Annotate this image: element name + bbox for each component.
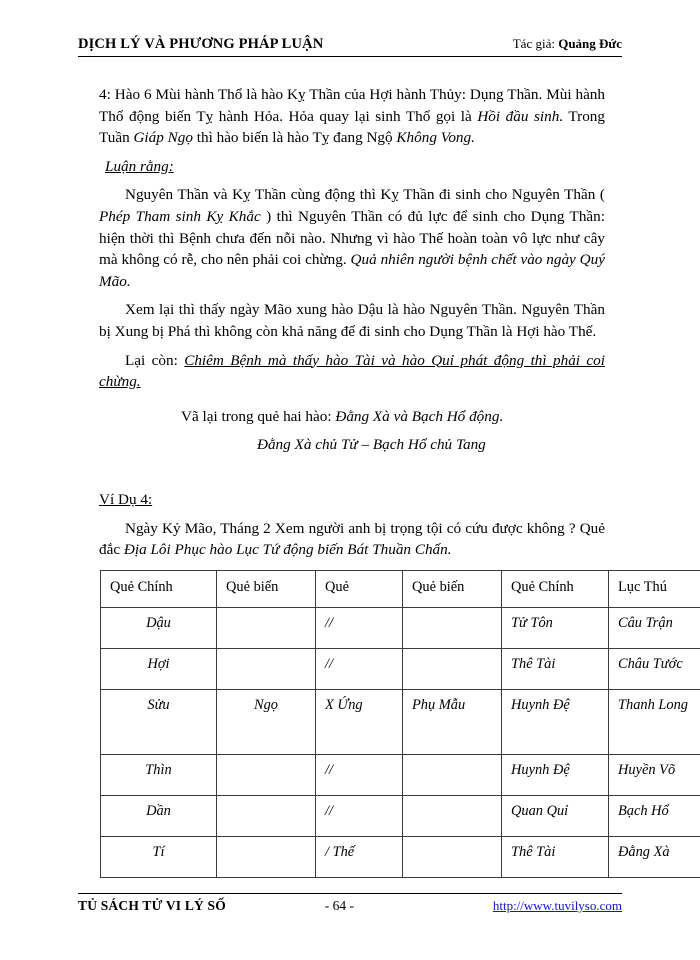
spacer [99, 343, 605, 350]
para4-run1: Lại còn: [125, 351, 185, 369]
cell-luc-thu: Châu Tước [609, 649, 700, 690]
cell-que-bien-1 [217, 649, 316, 690]
table-row [101, 837, 700, 878]
spacer [99, 427, 605, 434]
line-dang-xa-chu-tu: Đằng Xà chủ Tử – Bạch Hổ chủ Tang [257, 436, 486, 454]
line-va-lai [99, 406, 605, 428]
cell-que: // [316, 649, 403, 690]
cell-que: / Thế [316, 837, 403, 878]
paragraph-5 [99, 518, 605, 561]
cell-que: // [316, 755, 403, 796]
va-lai-run2: Đằng Xà và Bạch Hổ động. [335, 407, 504, 425]
para1-run5: thì hào biến là hào Tỵ đang Ngộ [192, 129, 397, 147]
para1-run4: Giáp Ngọ [133, 129, 193, 147]
header-title: DỊCH LÝ VÀ PHƯƠNG PHÁP LUẬN [78, 36, 324, 52]
spacer [99, 149, 605, 156]
cell-que: // [316, 796, 403, 837]
cell-que: // [316, 608, 403, 649]
footer-publisher: TỦ SÁCH TỬ VI LÝ SỐ [78, 898, 226, 913]
cell-luc-thu: Câu Trận [609, 608, 700, 649]
que-table [100, 570, 700, 878]
table-row [101, 755, 700, 796]
table-header-que-chinh-2: Quẻ Chính [502, 571, 609, 608]
para2-run3: ) thì Nguyên Thần có đủ lực để sinh cho Dụng Thần: hiện thời thì Bệnh chưa đến nỗi nào. Nhưng vì hào Thế hoàn toàn vô lực như cây mà không có rễ, cho nên phải coi chừng. [99, 207, 605, 269]
cell-que-chinh-2: Tử Tôn [502, 608, 609, 649]
para5-run1: Ngày Kỷ Mão, Tháng 2 Xem người anh bị trọng tội có cứu được không ? Quẻ đắc [99, 519, 605, 559]
table-row [101, 649, 700, 690]
subheading-vi-du-wrap [99, 489, 605, 511]
cell-que-chinh-1: Dậu [101, 608, 217, 649]
cell-que: X Ứng [316, 690, 403, 755]
header-author [513, 36, 622, 52]
subheading-luan-rang-wrap [99, 156, 605, 178]
table-row [101, 608, 700, 649]
paragraph-1 [99, 84, 605, 149]
para1-run1: 4: Hào 6 Mùi hành Thổ là hào Kỵ Thần của Hợi hành Thủy: Dụng Thần. Mùi hành Thổ động biến Tỵ hành Hỏa. Hỏa quay lại sinh Thổ gọi là [99, 86, 605, 125]
cell-que-chinh-1: Hợi [101, 649, 217, 690]
table-row [101, 690, 700, 755]
cell-que-bien-1 [217, 755, 316, 796]
subheading-vi-du-4: Ví Dụ 4: [99, 490, 153, 508]
cell-que-chinh-1: Dần [101, 796, 217, 837]
paragraph-4 [99, 350, 605, 393]
para2-run4: Quả nhiên người bệnh chết vào ngày Quý Mão. [99, 251, 605, 290]
cell-que-bien-2 [403, 837, 502, 878]
cell-que-bien-2 [403, 755, 502, 796]
para5-run2: Địa Lôi Phục hào Lục Tứ động biến Bát Thuần Chấn. [123, 541, 452, 559]
spacer [99, 177, 605, 184]
para2-run2: Phép Tham sinh Kỵ Khắc [99, 207, 261, 225]
spacer [99, 393, 605, 406]
table-header-que: Quẻ [316, 571, 403, 608]
para1-run2: Hồi đầu sinh. [477, 107, 564, 125]
spacer [99, 292, 605, 299]
author-label: Tác giả: [512, 36, 555, 51]
va-lai-run1: Vã lại trong quẻ hai hào: [181, 407, 336, 425]
author-name: Quảng Đức [558, 36, 622, 51]
paragraph-3: Xem lại thì thấy ngày Mão xung hào Dậu là hào Nguyên Thần. Nguyên Thần bị Xung bị Phá thì không còn khả năng để đi sinh cho Dụng Thần là Hợi hào Thế. [99, 301, 605, 340]
cell-luc-thu: Thanh Long [609, 690, 700, 755]
cell-que-bien-1 [217, 608, 316, 649]
spacer [99, 511, 605, 518]
table-row [101, 796, 700, 837]
cell-que-bien-1: Ngọ [217, 690, 316, 755]
paragraph-2 [99, 184, 605, 292]
cell-que-bien-1 [217, 837, 316, 878]
cell-que-chinh-2: Thê Tài [502, 649, 609, 690]
para1-run6: Không Vong. [396, 129, 475, 147]
cell-que-chinh-2: Thê Tài [502, 837, 609, 878]
cell-que-chinh-2: Huynh Đệ [502, 755, 609, 796]
cell-que-bien-1 [217, 796, 316, 837]
para1-run3: Trong Tuần [99, 107, 605, 147]
cell-que-chinh-2: Huynh Đệ [502, 690, 609, 755]
table-header-que-bien-2: Quẻ biến [403, 571, 502, 608]
para2-run1: Nguyên Thần và Kỵ Thần cùng động thì Kỵ Thần đi sinh cho Nguyên Thần ( [125, 186, 605, 204]
cell-que-chinh-1: Sửu [101, 690, 217, 755]
table-header-luc-thu: Lục Thú [609, 571, 700, 608]
table-header-row [101, 571, 700, 608]
page-footer [78, 893, 622, 914]
cell-que-bien-2 [403, 649, 502, 690]
subheading-luan-rang: Luận rằng: [105, 157, 174, 175]
cell-luc-thu: Bạch Hổ [609, 796, 700, 837]
cell-que-chinh-2: Quan Quỉ [502, 796, 609, 837]
cell-que-bien-2 [403, 608, 502, 649]
page-number: - 64 - [324, 898, 355, 913]
footer-website-link[interactable]: http://www.tuvilyso.com [492, 898, 622, 913]
cell-que-bien-2 [403, 796, 502, 837]
cell-luc-thu: Huyền Võ [609, 755, 700, 796]
spacer [99, 456, 605, 476]
cell-luc-thu: Đằng Xà [609, 837, 700, 878]
spacer [99, 476, 605, 489]
table-header-que-chinh-1: Quẻ Chính [101, 571, 217, 608]
page-content [99, 84, 605, 561]
cell-que-bien-2: Phụ Mẫu [403, 690, 502, 755]
page-header [78, 36, 622, 57]
cell-que-chinh-1: Tí [101, 837, 217, 878]
table-header-que-bien-1: Quẻ biến [217, 571, 316, 608]
cell-que-chinh-1: Thìn [101, 755, 217, 796]
para4-run2: Chiêm Bệnh mà thấy hào Tài và hào Quỉ phát động thì phải coi chừng. [99, 351, 605, 391]
